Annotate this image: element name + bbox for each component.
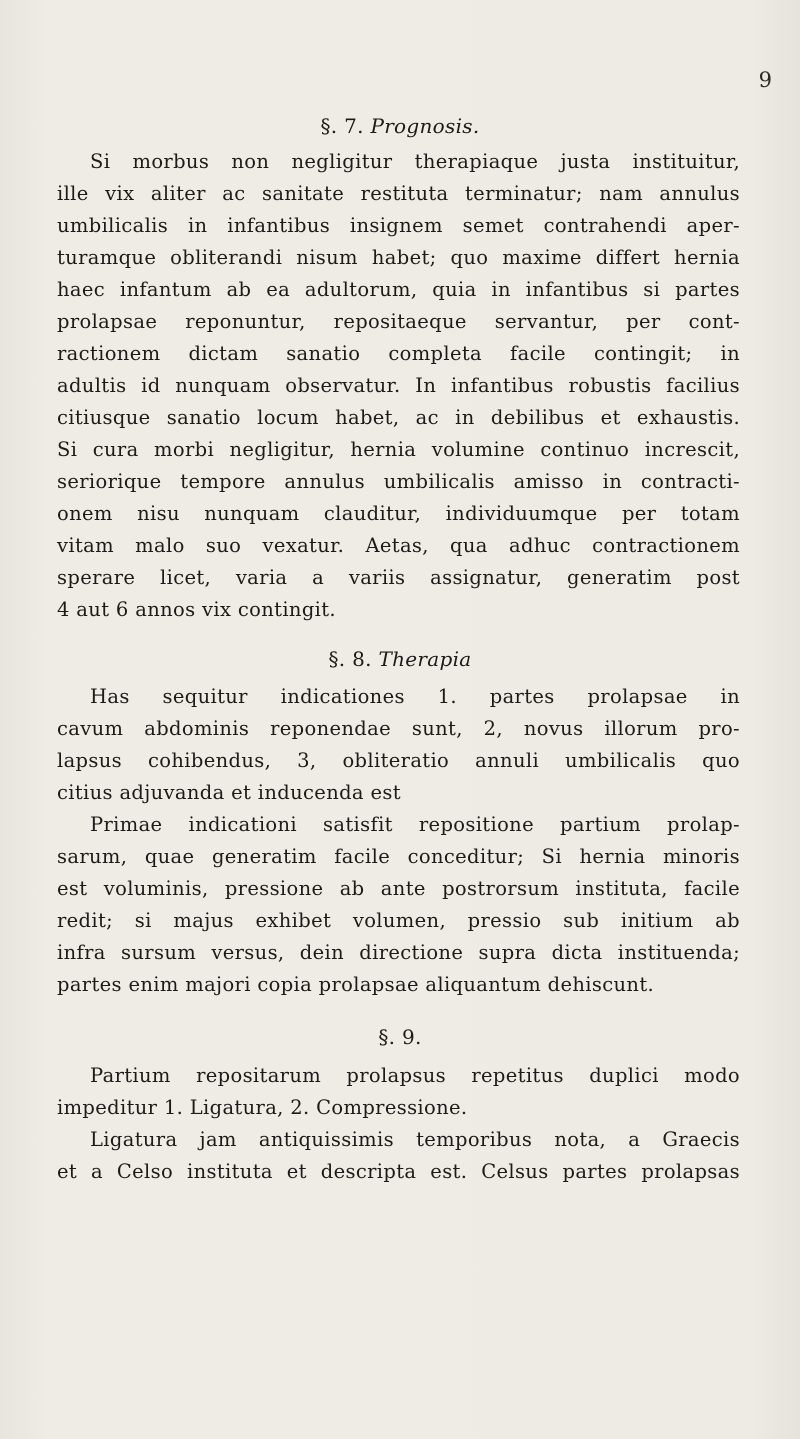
text-line: seriorique tempore annulus umbilicalis amisso in contracti- xyxy=(57,470,740,493)
text-line: est voluminis, pressione ab ante postrorsum instituta, facile xyxy=(57,877,740,900)
text-line: partes enim majori copia prolapsae aliquantum dehiscunt. xyxy=(57,973,655,996)
section-title: Therapia xyxy=(378,647,472,671)
section-title: Prognosis. xyxy=(370,114,480,138)
section-label: §. 9. xyxy=(378,1025,422,1049)
text-line: adultis id nunquam observatur. In infantibus robustis facilius xyxy=(57,374,740,397)
section-heading-9 xyxy=(0,1023,800,1051)
text-line: onem nisu nunquam clauditur, individuumque per totam xyxy=(57,502,740,525)
section-heading-therapia xyxy=(0,645,800,673)
text-line: sarum, quae generatim facile conceditur; Si hernia minoris xyxy=(57,845,740,868)
section-label: §. 8. xyxy=(328,647,372,671)
text-line: Ligatura jam antiquissimis temporibus nota, a Graecis xyxy=(90,1128,740,1151)
text-line: ractionem dictam sanatio completa facile contingit; in xyxy=(57,342,740,365)
page-number: 9 xyxy=(758,68,772,92)
text-line: 4 aut 6 annos vix contingit. xyxy=(57,598,336,621)
text-line: redit; si majus exhibet volumen, pressio sub initium ab xyxy=(57,909,740,932)
text-line: Si morbus non negligitur therapiaque justa instituitur, xyxy=(90,150,740,173)
text-line: infra sursum versus, dein directione supra dicta instituenda; xyxy=(57,941,740,964)
text-line: impeditur 1. Ligatura, 2. Compressione. xyxy=(57,1096,468,1119)
section-label: §. 7. xyxy=(320,114,364,138)
text-line: umbilicalis in infantibus insignem semet contrahendi aper- xyxy=(57,214,740,237)
text-line: cavum abdominis reponendae sunt, 2, novus illorum pro- xyxy=(57,717,740,740)
text-line: lapsus cohibendus, 3, obliteratio annuli umbilicalis quo xyxy=(57,749,740,772)
text-line: turamque obliterandi nisum habet; quo maxime differt hernia xyxy=(57,246,740,269)
text-line: prolapsae reponuntur, repositaeque servantur, per cont- xyxy=(57,310,740,333)
text-line: citius adjuvanda et inducenda est xyxy=(57,781,401,804)
text-line: sperare licet, varia a variis assignatur, generatim post xyxy=(57,566,740,589)
text-line: Si cura morbi negligitur, hernia volumine continuo increscit, xyxy=(57,438,740,461)
text-line: citiusque sanatio locum habet, ac in debilibus et exhaustis. xyxy=(57,406,740,429)
text-line: Has sequitur indicationes 1. partes prolapsae in xyxy=(90,685,740,708)
text-line: vitam malo suo vexatur. Aetas, qua adhuc contractionem xyxy=(57,534,740,557)
text-line: Partium repositarum prolapsus repetitus duplici modo xyxy=(90,1064,740,1087)
text-line: Primae indicationi satisfit repositione partium prolap- xyxy=(90,813,740,836)
section-heading-prognosis xyxy=(0,112,800,140)
text-line: haec infantum ab ea adultorum, quia in infantibus si partes xyxy=(57,278,740,301)
text-line: et a Celso instituta et descripta est. Celsus partes prolapsas xyxy=(57,1160,740,1183)
text-line: ille vix aliter ac sanitate restituta terminatur; nam annulus xyxy=(57,182,740,205)
